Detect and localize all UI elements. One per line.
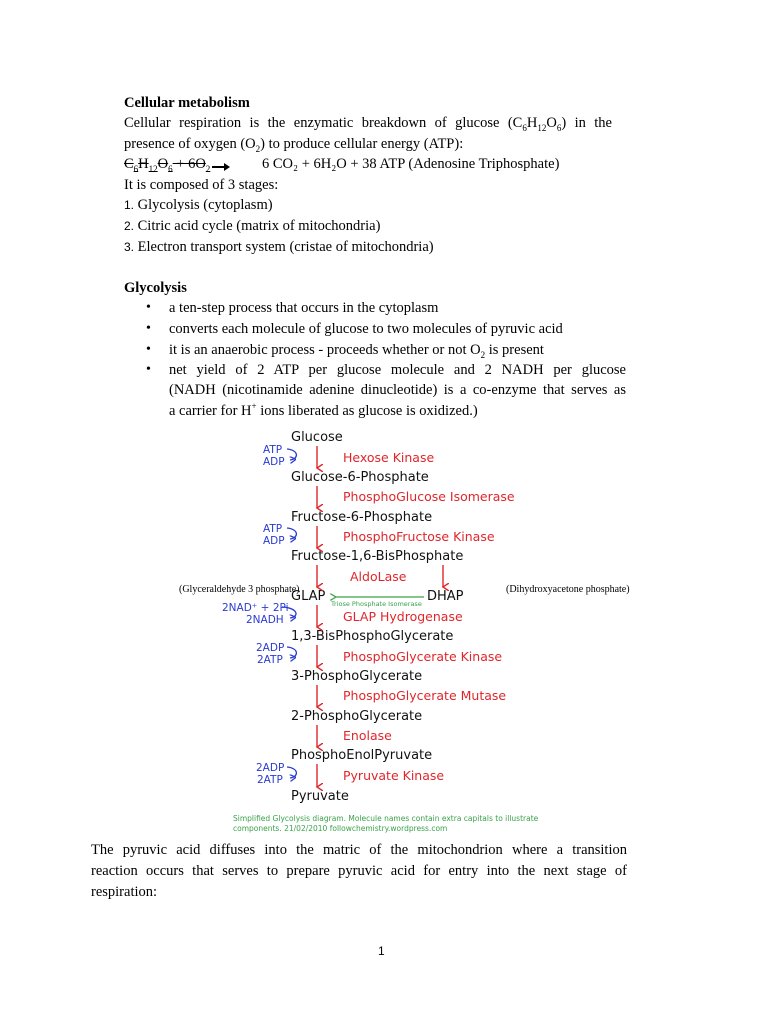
glap-caption: (Glyceraldehyde 3 phosphate) <box>179 584 300 595</box>
bullet-text: a ten-step process that occurs in the cytoplasm <box>169 300 439 316</box>
molecule-fructose-6-phosphate: Fructose-6-Phosphate <box>291 510 433 525</box>
dhap-caption: (Dihydroxyacetone phosphate) <box>506 584 630 595</box>
enzyme-hexose-kinase: Hexose Kinase <box>343 450 435 465</box>
enzyme-phosphoglycerate-mutase: PhosphoGlycerate Mutase <box>343 688 507 703</box>
cofactor-adp: ADP <box>263 535 285 547</box>
bullet-icon: • <box>146 300 151 315</box>
bullet-text: net yield of 2 ATP per glucose molecule and 2 NADH per glucose <box>169 362 626 378</box>
molecule-glucose-6-phosphate: Glucose-6-Phosphate <box>291 470 429 485</box>
bullet-icon: • <box>146 321 151 336</box>
molecule-glap: GLAP <box>291 589 326 604</box>
cofactor-arrow-icon <box>287 528 296 539</box>
molecule-dhap: DHAP <box>427 589 464 604</box>
bullet-text: it is an anaerobic process - proceeds whether or not $O_2$ is present <box>169 342 544 360</box>
molecule-1-3-bisphosphoglycerate: 1,3-BisPhosphoGlycerate <box>291 629 454 644</box>
section-title-glycolysis: Glycolysis <box>124 280 187 296</box>
molecule-pyruvate: Pyruvate <box>291 789 349 804</box>
cofactor-adp: ADP <box>263 456 285 468</box>
intro-line-2: presence of oxygen $(O_2)$ to produce cellular energy (ATP): <box>124 136 464 154</box>
enzyme-pyruvate-kinase: Pyruvate Kinase <box>343 768 445 783</box>
stage-item: 3. Electron transport system (cristae of mitochondria) <box>124 239 434 255</box>
molecule-glucose: Glucose <box>291 430 343 445</box>
enzyme-phosphoglycerate-kinase: PhosphoGlycerate Kinase <box>343 649 503 664</box>
isomerase-label: Triose Phosphate Isomerase <box>331 600 422 608</box>
enzyme-phosphoglucose-isomerase: PhosphoGlucose Isomerase <box>343 489 515 504</box>
cofactor-2adp: 2ADP <box>256 642 285 654</box>
equation-reactants: $C_6H_{12}O_6 + 6O_2$ <box>124 156 211 174</box>
section-title-cellular-metabolism: Cellular metabolism <box>124 95 250 111</box>
equation-products: 6 CO₂ + 6H₂O + 38 ATP (Adenosine Triphosphate) <box>262 156 560 172</box>
closing-paragraph: The pyruvic acid diffuses into the matric of the mitochondrion where a transition reaction occurs that serves to prepare pyruvic acid for entry into the next stage of respiration: <box>91 842 627 900</box>
bullet-icon: • <box>146 362 151 377</box>
molecule-fructose-1-6-bisphosphate: Fructose-1,6-BisPhosphate <box>291 549 464 564</box>
bullet-text-continued: (NADH (nicotinamide adenine dinucleotide) is a co-enzyme that serves as <box>169 382 626 398</box>
molecule-3-phosphoglycerate: 3-PhosphoGlycerate <box>291 669 423 684</box>
cofactor-2atp: 2ATP <box>257 774 283 786</box>
bullet-icon: • <box>146 342 151 357</box>
enzyme-aldolase: AldoLase <box>350 569 407 584</box>
intro-line-1: Cellular respiration is the enzymatic breakdown of glucose $(C_6H_{12}O_6)$ in the <box>124 115 612 133</box>
cofactor-nadh: 2NADH <box>246 614 284 626</box>
stage-item: 1. Glycolysis (cytoplasm) <box>124 197 273 213</box>
cofactor-2adp: 2ADP <box>256 762 285 774</box>
bullet-text-continued: a carrier for H+ ions liberated as glucose is oxidized.) <box>169 401 478 419</box>
cofactor-arrow-icon <box>287 767 296 778</box>
enzyme-enolase: Enolase <box>343 728 392 743</box>
enzyme-phosphofructose-kinase: PhosphoFructose Kinase <box>343 529 495 544</box>
cofactor-atp: ATP <box>263 523 283 535</box>
cofactor-atp: ATP <box>263 444 283 456</box>
molecule-phosphoenolpyruvate: PhosphoEnolPyruvate <box>291 748 433 763</box>
cofactor-nad: 2NAD⁺ + 2Pi <box>222 602 289 614</box>
bullet-text: converts each molecule of glucose to two molecules of pyruvic acid <box>169 321 563 337</box>
diagram-footer-note: Simplified Glycolysis diagram. Molecule names contain extra capitals to illustrate <box>233 814 539 823</box>
enzyme-glap-hydrogenase: GLAP Hydrogenase <box>343 609 463 624</box>
page-number: 1 <box>378 944 385 958</box>
cofactor-2atp: 2ATP <box>257 654 283 666</box>
diagram-footer-note: components. 21/02/2010 followchemistry.wordpress.com <box>233 824 448 833</box>
cofactor-arrow-icon <box>287 647 296 658</box>
stages-intro: It is composed of 3 stages: <box>124 177 279 193</box>
cofactor-arrow-icon <box>287 449 296 460</box>
stage-item: 2. Citric acid cycle (matrix of mitochondria) <box>124 218 381 234</box>
molecule-2-phosphoglycerate: 2-PhosphoGlycerate <box>291 709 423 724</box>
